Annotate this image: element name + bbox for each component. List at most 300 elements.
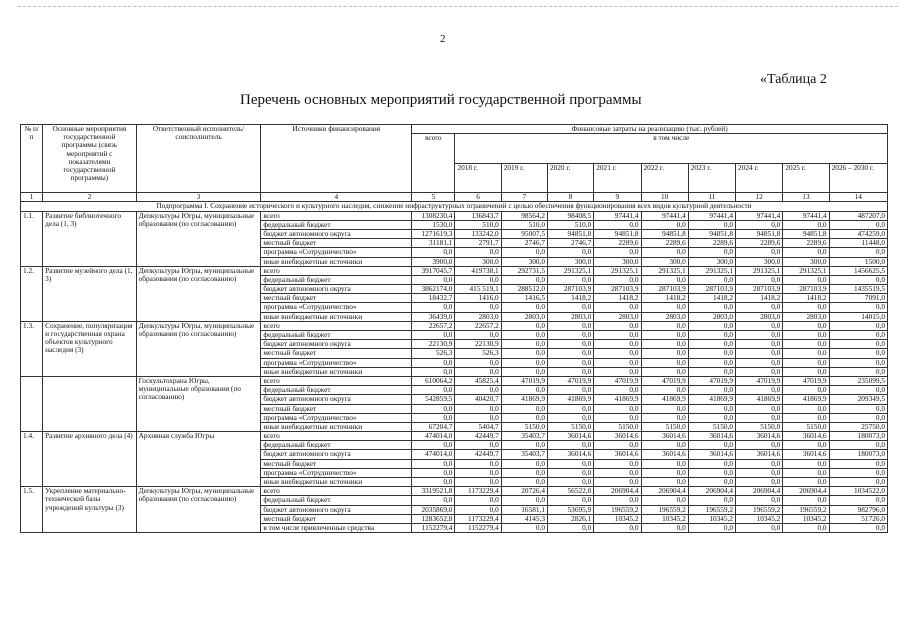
amount-cell: 0,0 [783, 386, 829, 395]
amount-cell: 0,0 [736, 468, 783, 477]
amount-cell: 1418,2 [783, 294, 829, 303]
amount-cell: 0,0 [455, 459, 501, 468]
amount-cell: 36014,6 [783, 432, 829, 441]
amount-cell: 0,0 [547, 496, 593, 505]
amount-cell: 41869,9 [594, 395, 641, 404]
amount-cell: 0,0 [783, 349, 829, 358]
amount-cell: 0,0 [641, 441, 688, 450]
table-row [21, 321, 888, 330]
amount-cell: 36014,6 [547, 432, 593, 441]
amount-cell: 0,0 [783, 220, 829, 229]
event-name: Развитие архивного дела (4) [43, 432, 137, 487]
event-name [43, 376, 137, 431]
amount-cell: 36014,6 [688, 450, 735, 459]
amount-cell: 36014,6 [641, 450, 688, 459]
event-name: Развитие музейного дела (1, 3) [43, 266, 137, 321]
amount-cell: 0,0 [594, 331, 641, 340]
amount-cell: 0,0 [688, 523, 735, 532]
funding-source: бюджет автономного округа [261, 395, 412, 404]
amount-cell: 0,0 [547, 386, 593, 395]
event-number: 1.5. [21, 487, 43, 533]
amount-cell: 53695,9 [547, 505, 593, 514]
column-number: 9 [594, 193, 641, 202]
amount-cell: 300,0 [641, 257, 688, 266]
amount-cell: 0,0 [547, 331, 593, 340]
event-executor: Госкультохрана Югры, муниципальные образования (по согласованию) [136, 376, 261, 431]
amount-cell: 291325,1 [688, 266, 735, 275]
amount-cell: 0,0 [412, 404, 455, 413]
amount-cell: 287103,9 [641, 285, 688, 294]
amount-cell: 2289,6 [736, 239, 783, 248]
amount-cell: 300,0 [783, 257, 829, 266]
amount-cell: 300,0 [455, 257, 501, 266]
amount-cell: 0,0 [501, 303, 547, 312]
column-number: 1 [21, 193, 43, 202]
amount-cell: 0,0 [412, 478, 455, 487]
amount-cell: 510,0 [455, 220, 501, 229]
amount-cell: 3319521,8 [412, 487, 455, 496]
amount-cell: 0,0 [594, 358, 641, 367]
amount-cell: 0,0 [455, 275, 501, 284]
funding-source: бюджет автономного округа [261, 505, 412, 514]
amount-cell: 0,0 [455, 331, 501, 340]
amount-cell: 287103,9 [547, 285, 593, 294]
table-label: «Таблица 2 [760, 72, 827, 87]
amount-cell: 5150,0 [688, 422, 735, 431]
amount-cell: 0,0 [829, 340, 887, 349]
amount-cell: 136843,7 [455, 211, 501, 220]
amount-cell: 1173229,4 [455, 487, 501, 496]
funding-source: местный бюджет [261, 239, 412, 248]
amount-cell: 0,0 [501, 321, 547, 330]
amount-cell: 0,0 [412, 303, 455, 312]
amount-cell: 1034522,0 [829, 487, 887, 496]
amount-cell: 1271619,3 [412, 229, 455, 238]
amount-cell: 0,0 [688, 478, 735, 487]
event-name: Развитие библиотечного дела (1, 3) [43, 211, 137, 266]
funding-source: федеральный бюджет [261, 275, 412, 284]
amount-cell: 0,0 [412, 413, 455, 422]
amount-cell: 10345,2 [641, 514, 688, 523]
header-year: 2025 г. [783, 163, 829, 193]
amount-cell: 10345,2 [688, 514, 735, 523]
amount-cell: 0,0 [688, 349, 735, 358]
amount-cell: 0,0 [736, 358, 783, 367]
amount-cell: 3862174,0 [412, 285, 455, 294]
scan-top-edge [18, 6, 898, 7]
amount-cell: 206904,4 [688, 487, 735, 496]
amount-cell: 0,0 [829, 459, 887, 468]
amount-cell: 0,0 [455, 367, 501, 376]
column-number: 13 [783, 193, 829, 202]
amount-cell: 0,0 [594, 413, 641, 422]
amount-cell: 47019,9 [688, 376, 735, 385]
amount-cell: 10345,2 [783, 514, 829, 523]
amount-cell: 36439,0 [412, 312, 455, 321]
amount-cell: 0,0 [829, 248, 887, 257]
amount-cell: 35403,7 [501, 432, 547, 441]
amount-cell: 97441,4 [688, 211, 735, 220]
funding-source: программа «Сотрудничество» [261, 248, 412, 257]
amount-cell: 300,0 [594, 257, 641, 266]
amount-cell: 0,0 [547, 523, 593, 532]
amount-cell: 0,0 [688, 468, 735, 477]
amount-cell: 0,0 [455, 413, 501, 422]
amount-cell: 0,0 [501, 413, 547, 422]
funding-source: местный бюджет [261, 514, 412, 523]
header-year: 2023 г. [688, 163, 735, 193]
amount-cell: 0,0 [829, 303, 887, 312]
funding-source: бюджет автономного округа [261, 340, 412, 349]
amount-cell: 2826,1 [547, 514, 593, 523]
amount-cell: 36014,6 [688, 432, 735, 441]
amount-cell: 2289,6 [594, 239, 641, 248]
amount-cell: 0,0 [736, 523, 783, 532]
amount-cell: 0,0 [547, 321, 593, 330]
amount-cell: 1416,0 [455, 294, 501, 303]
amount-cell: 47019,9 [641, 376, 688, 385]
amount-cell: 41869,9 [501, 395, 547, 404]
amount-cell: 0,0 [594, 404, 641, 413]
funding-source: иные внебюджетные источники [261, 312, 412, 321]
amount-cell: 36014,6 [547, 450, 593, 459]
amount-cell: 0,0 [688, 459, 735, 468]
amount-cell: 0,0 [594, 386, 641, 395]
amount-cell: 0,0 [829, 496, 887, 505]
amount-cell: 133242,0 [455, 229, 501, 238]
amount-cell: 291325,1 [594, 266, 641, 275]
amount-cell: 0,0 [501, 349, 547, 358]
amount-cell: 0,0 [501, 386, 547, 395]
amount-cell: 300,0 [688, 257, 735, 266]
amount-cell: 2746,7 [547, 239, 593, 248]
amount-cell: 0,0 [501, 441, 547, 450]
amount-cell: 0,0 [688, 404, 735, 413]
amount-cell: 982796,0 [829, 505, 887, 514]
column-number: 3 [136, 193, 261, 202]
amount-cell: 0,0 [501, 248, 547, 257]
amount-cell: 0,0 [688, 340, 735, 349]
amount-cell: 0,0 [594, 303, 641, 312]
amount-cell: 0,0 [547, 441, 593, 450]
amount-cell: 0,0 [736, 340, 783, 349]
amount-cell: 0,0 [829, 441, 887, 450]
amount-cell: 0,0 [412, 331, 455, 340]
amount-cell: 0,0 [688, 220, 735, 229]
amount-cell: 0,0 [641, 523, 688, 532]
amount-cell: 0,0 [455, 496, 501, 505]
amount-cell: 94851,8 [688, 229, 735, 238]
table-row [21, 211, 888, 220]
amount-cell: 0,0 [736, 303, 783, 312]
amount-cell: 95007,5 [501, 229, 547, 238]
amount-cell: 0,0 [688, 413, 735, 422]
amount-cell: 180073,0 [829, 450, 887, 459]
amount-cell: 0,0 [455, 441, 501, 450]
event-executor: Депкультуры Югры, муниципальные образования (по согласованию) [136, 321, 261, 376]
amount-cell: 0,0 [736, 404, 783, 413]
amount-cell: 0,0 [783, 404, 829, 413]
amount-cell: 2803,0 [641, 312, 688, 321]
amount-cell: 16581,1 [501, 505, 547, 514]
amount-cell: 300,0 [501, 257, 547, 266]
amount-cell: 415 519,1 [455, 285, 501, 294]
amount-cell: 0,0 [688, 331, 735, 340]
amount-cell: 1173229,4 [455, 514, 501, 523]
event-executor: Депкультуры Югры, муниципальные образования (по согласованию) [136, 266, 261, 321]
amount-cell: 0,0 [688, 367, 735, 376]
event-number: 1.4. [21, 432, 43, 487]
amount-cell: 0,0 [547, 303, 593, 312]
amount-cell: 542859,5 [412, 395, 455, 404]
funding-source: всего [261, 321, 412, 330]
amount-cell: 0,0 [594, 275, 641, 284]
header-finance: Финансовые затраты на реализацию (тыс. рублей) [412, 125, 888, 134]
column-number: 14 [829, 193, 887, 202]
amount-cell: 0,0 [688, 275, 735, 284]
amount-cell: 300,0 [736, 257, 783, 266]
funding-source: всего [261, 432, 412, 441]
amount-cell: 0,0 [641, 340, 688, 349]
amount-cell: 0,0 [594, 523, 641, 532]
funding-source: всего [261, 211, 412, 220]
amount-cell: 0,0 [783, 275, 829, 284]
amount-cell: 0,0 [736, 220, 783, 229]
amount-cell: 0,0 [594, 496, 641, 505]
amount-cell: 0,0 [641, 496, 688, 505]
amount-cell: 0,0 [736, 321, 783, 330]
amount-cell: 0,0 [501, 468, 547, 477]
header-year: 2024 г. [736, 163, 783, 193]
events-table [20, 124, 888, 533]
event-number: 1.3. [21, 321, 43, 376]
amount-cell: 94851,8 [641, 229, 688, 238]
amount-cell: 288512,0 [501, 285, 547, 294]
amount-cell: 2803,0 [455, 312, 501, 321]
funding-source: в том числе привлеченные средства [261, 523, 412, 532]
amount-cell: 1308230,4 [412, 211, 455, 220]
amount-cell: 22657,2 [455, 321, 501, 330]
event-number: 1.2. [21, 266, 43, 321]
table-row [21, 487, 888, 496]
table-row [21, 432, 888, 441]
amount-cell: 20726,4 [501, 487, 547, 496]
amount-cell: 47019,9 [547, 376, 593, 385]
event-number [21, 376, 43, 431]
amount-cell: 97441,4 [783, 211, 829, 220]
amount-cell: 0,0 [594, 441, 641, 450]
amount-cell: 1500,0 [829, 257, 887, 266]
amount-cell: 51726,0 [829, 514, 887, 523]
amount-cell: 0,0 [455, 404, 501, 413]
amount-cell: 22130,9 [412, 340, 455, 349]
amount-cell: 1530,0 [412, 220, 455, 229]
funding-source: иные внебюджетные источники [261, 478, 412, 487]
amount-cell: 0,0 [547, 349, 593, 358]
amount-cell: 0,0 [455, 505, 501, 514]
amount-cell: 36014,6 [736, 450, 783, 459]
column-number: 4 [261, 193, 412, 202]
amount-cell: 2803,0 [783, 312, 829, 321]
amount-cell: 0,0 [783, 303, 829, 312]
amount-cell: 0,0 [829, 386, 887, 395]
amount-cell: 0,0 [412, 358, 455, 367]
funding-source: федеральный бюджет [261, 496, 412, 505]
amount-cell: 0,0 [501, 496, 547, 505]
amount-cell: 1418,2 [641, 294, 688, 303]
amount-cell: 0,0 [829, 321, 887, 330]
amount-cell: 1152279,4 [455, 523, 501, 532]
funding-source: федеральный бюджет [261, 331, 412, 340]
column-number: 10 [641, 193, 688, 202]
subprogram-title: Подпрограмма I. Сохранение исторического и культурного наследия, снижение инфраструктурных ограничений с целью обеспечения функционирования всех видов культурной деятельности [21, 202, 888, 211]
amount-cell: 1418,2 [736, 294, 783, 303]
header-events: Основные мероприятия государственной программы (связь мероприятий с показателями государственной программы) [43, 125, 137, 193]
amount-cell: 40420,7 [455, 395, 501, 404]
amount-cell: 0,0 [641, 321, 688, 330]
header-year: 2018 г. [455, 163, 501, 193]
amount-cell: 0,0 [829, 413, 887, 422]
event-executor: Архивная служба Югры [136, 432, 261, 487]
amount-cell: 0,0 [783, 459, 829, 468]
amount-cell: 2289,6 [641, 239, 688, 248]
amount-cell: 0,0 [829, 404, 887, 413]
amount-cell: 5150,0 [641, 422, 688, 431]
amount-cell: 41869,9 [783, 395, 829, 404]
amount-cell: 1418,2 [594, 294, 641, 303]
amount-cell: 97441,4 [736, 211, 783, 220]
amount-cell: 41869,9 [641, 395, 688, 404]
column-number: 12 [736, 193, 783, 202]
amount-cell: 287103,9 [688, 285, 735, 294]
amount-cell: 0,0 [412, 496, 455, 505]
amount-cell: 98408,5 [547, 211, 593, 220]
amount-cell: 292731,5 [501, 266, 547, 275]
amount-cell: 47019,9 [736, 376, 783, 385]
amount-cell: 1416,5 [501, 294, 547, 303]
header-year: 2021 г. [594, 163, 641, 193]
amount-cell: 2035869,0 [412, 505, 455, 514]
amount-cell: 22657,2 [412, 321, 455, 330]
amount-cell: 0,0 [412, 248, 455, 257]
amount-cell: 10345,2 [594, 514, 641, 523]
header-year: 2019 г. [501, 163, 547, 193]
amount-cell: 10345,2 [736, 514, 783, 523]
amount-cell: 0,0 [455, 468, 501, 477]
amount-cell: 0,0 [412, 386, 455, 395]
amount-cell: 1456625,5 [829, 266, 887, 275]
amount-cell: 206904,4 [594, 487, 641, 496]
amount-cell: 206904,4 [736, 487, 783, 496]
amount-cell: 0,0 [829, 220, 887, 229]
amount-cell: 36014,6 [641, 432, 688, 441]
amount-cell: 0,0 [641, 220, 688, 229]
funding-source: местный бюджет [261, 404, 412, 413]
amount-cell: 94851,8 [547, 229, 593, 238]
funding-source: программа «Сотрудничество» [261, 358, 412, 367]
amount-cell: 11448,0 [829, 239, 887, 248]
amount-cell: 0,0 [547, 404, 593, 413]
amount-cell: 0,0 [412, 468, 455, 477]
amount-cell: 0,0 [736, 496, 783, 505]
amount-cell: 5404,7 [455, 422, 501, 431]
amount-cell: 5150,0 [547, 422, 593, 431]
amount-cell: 0,0 [455, 478, 501, 487]
amount-cell: 0,0 [547, 248, 593, 257]
column-numbers-row [21, 193, 888, 202]
amount-cell: 5150,0 [736, 422, 783, 431]
amount-cell: 0,0 [547, 468, 593, 477]
amount-cell: 287103,9 [736, 285, 783, 294]
amount-cell: 287103,9 [783, 285, 829, 294]
amount-cell: 3900,0 [412, 257, 455, 266]
funding-source: бюджет автономного округа [261, 285, 412, 294]
funding-source: программа «Сотрудничество» [261, 303, 412, 312]
amount-cell: 22130,9 [455, 340, 501, 349]
amount-cell: 41869,9 [547, 395, 593, 404]
amount-cell: 0,0 [783, 523, 829, 532]
amount-cell: 0,0 [501, 367, 547, 376]
amount-cell: 0,0 [829, 523, 887, 532]
amount-cell: 487207,0 [829, 211, 887, 220]
funding-source: федеральный бюджет [261, 386, 412, 395]
amount-cell: 0,0 [641, 275, 688, 284]
amount-cell: 196559,2 [641, 505, 688, 514]
amount-cell: 0,0 [547, 367, 593, 376]
funding-source: местный бюджет [261, 459, 412, 468]
amount-cell: 0,0 [736, 441, 783, 450]
funding-source: федеральный бюджет [261, 220, 412, 229]
amount-cell: 196559,2 [783, 505, 829, 514]
amount-cell: 0,0 [736, 386, 783, 395]
amount-cell: 36014,6 [594, 450, 641, 459]
funding-source: местный бюджет [261, 349, 412, 358]
amount-cell: 2803,0 [688, 312, 735, 321]
amount-cell: 206904,4 [641, 487, 688, 496]
amount-cell: 526,3 [412, 349, 455, 358]
amount-cell: 419738,1 [455, 266, 501, 275]
amount-cell: 1418,2 [547, 294, 593, 303]
amount-cell: 0,0 [641, 303, 688, 312]
amount-cell: 67204,7 [412, 422, 455, 431]
amount-cell: 47019,9 [594, 376, 641, 385]
amount-cell: 0,0 [501, 478, 547, 487]
amount-cell: 0,0 [594, 340, 641, 349]
amount-cell: 14015,0 [829, 312, 887, 321]
table-row [21, 376, 888, 385]
amount-cell: 206904,4 [783, 487, 829, 496]
funding-source: федеральный бюджет [261, 441, 412, 450]
amount-cell: 0,0 [594, 478, 641, 487]
amount-cell: 196559,2 [594, 505, 641, 514]
amount-cell: 1283652,8 [412, 514, 455, 523]
amount-cell: 5150,0 [594, 422, 641, 431]
column-number: 2 [43, 193, 137, 202]
column-number: 5 [412, 193, 455, 202]
amount-cell: 0,0 [783, 358, 829, 367]
funding-source: иные внебюджетные источники [261, 257, 412, 266]
amount-cell: 45825,4 [455, 376, 501, 385]
amount-cell: 0,0 [688, 303, 735, 312]
amount-cell: 0,0 [736, 331, 783, 340]
amount-cell: 0,0 [501, 331, 547, 340]
amount-cell: 42449,7 [455, 450, 501, 459]
amount-cell: 0,0 [501, 358, 547, 367]
table-row [21, 266, 888, 275]
amount-cell: 0,0 [547, 340, 593, 349]
amount-cell: 0,0 [783, 331, 829, 340]
amount-cell: 287103,9 [594, 285, 641, 294]
